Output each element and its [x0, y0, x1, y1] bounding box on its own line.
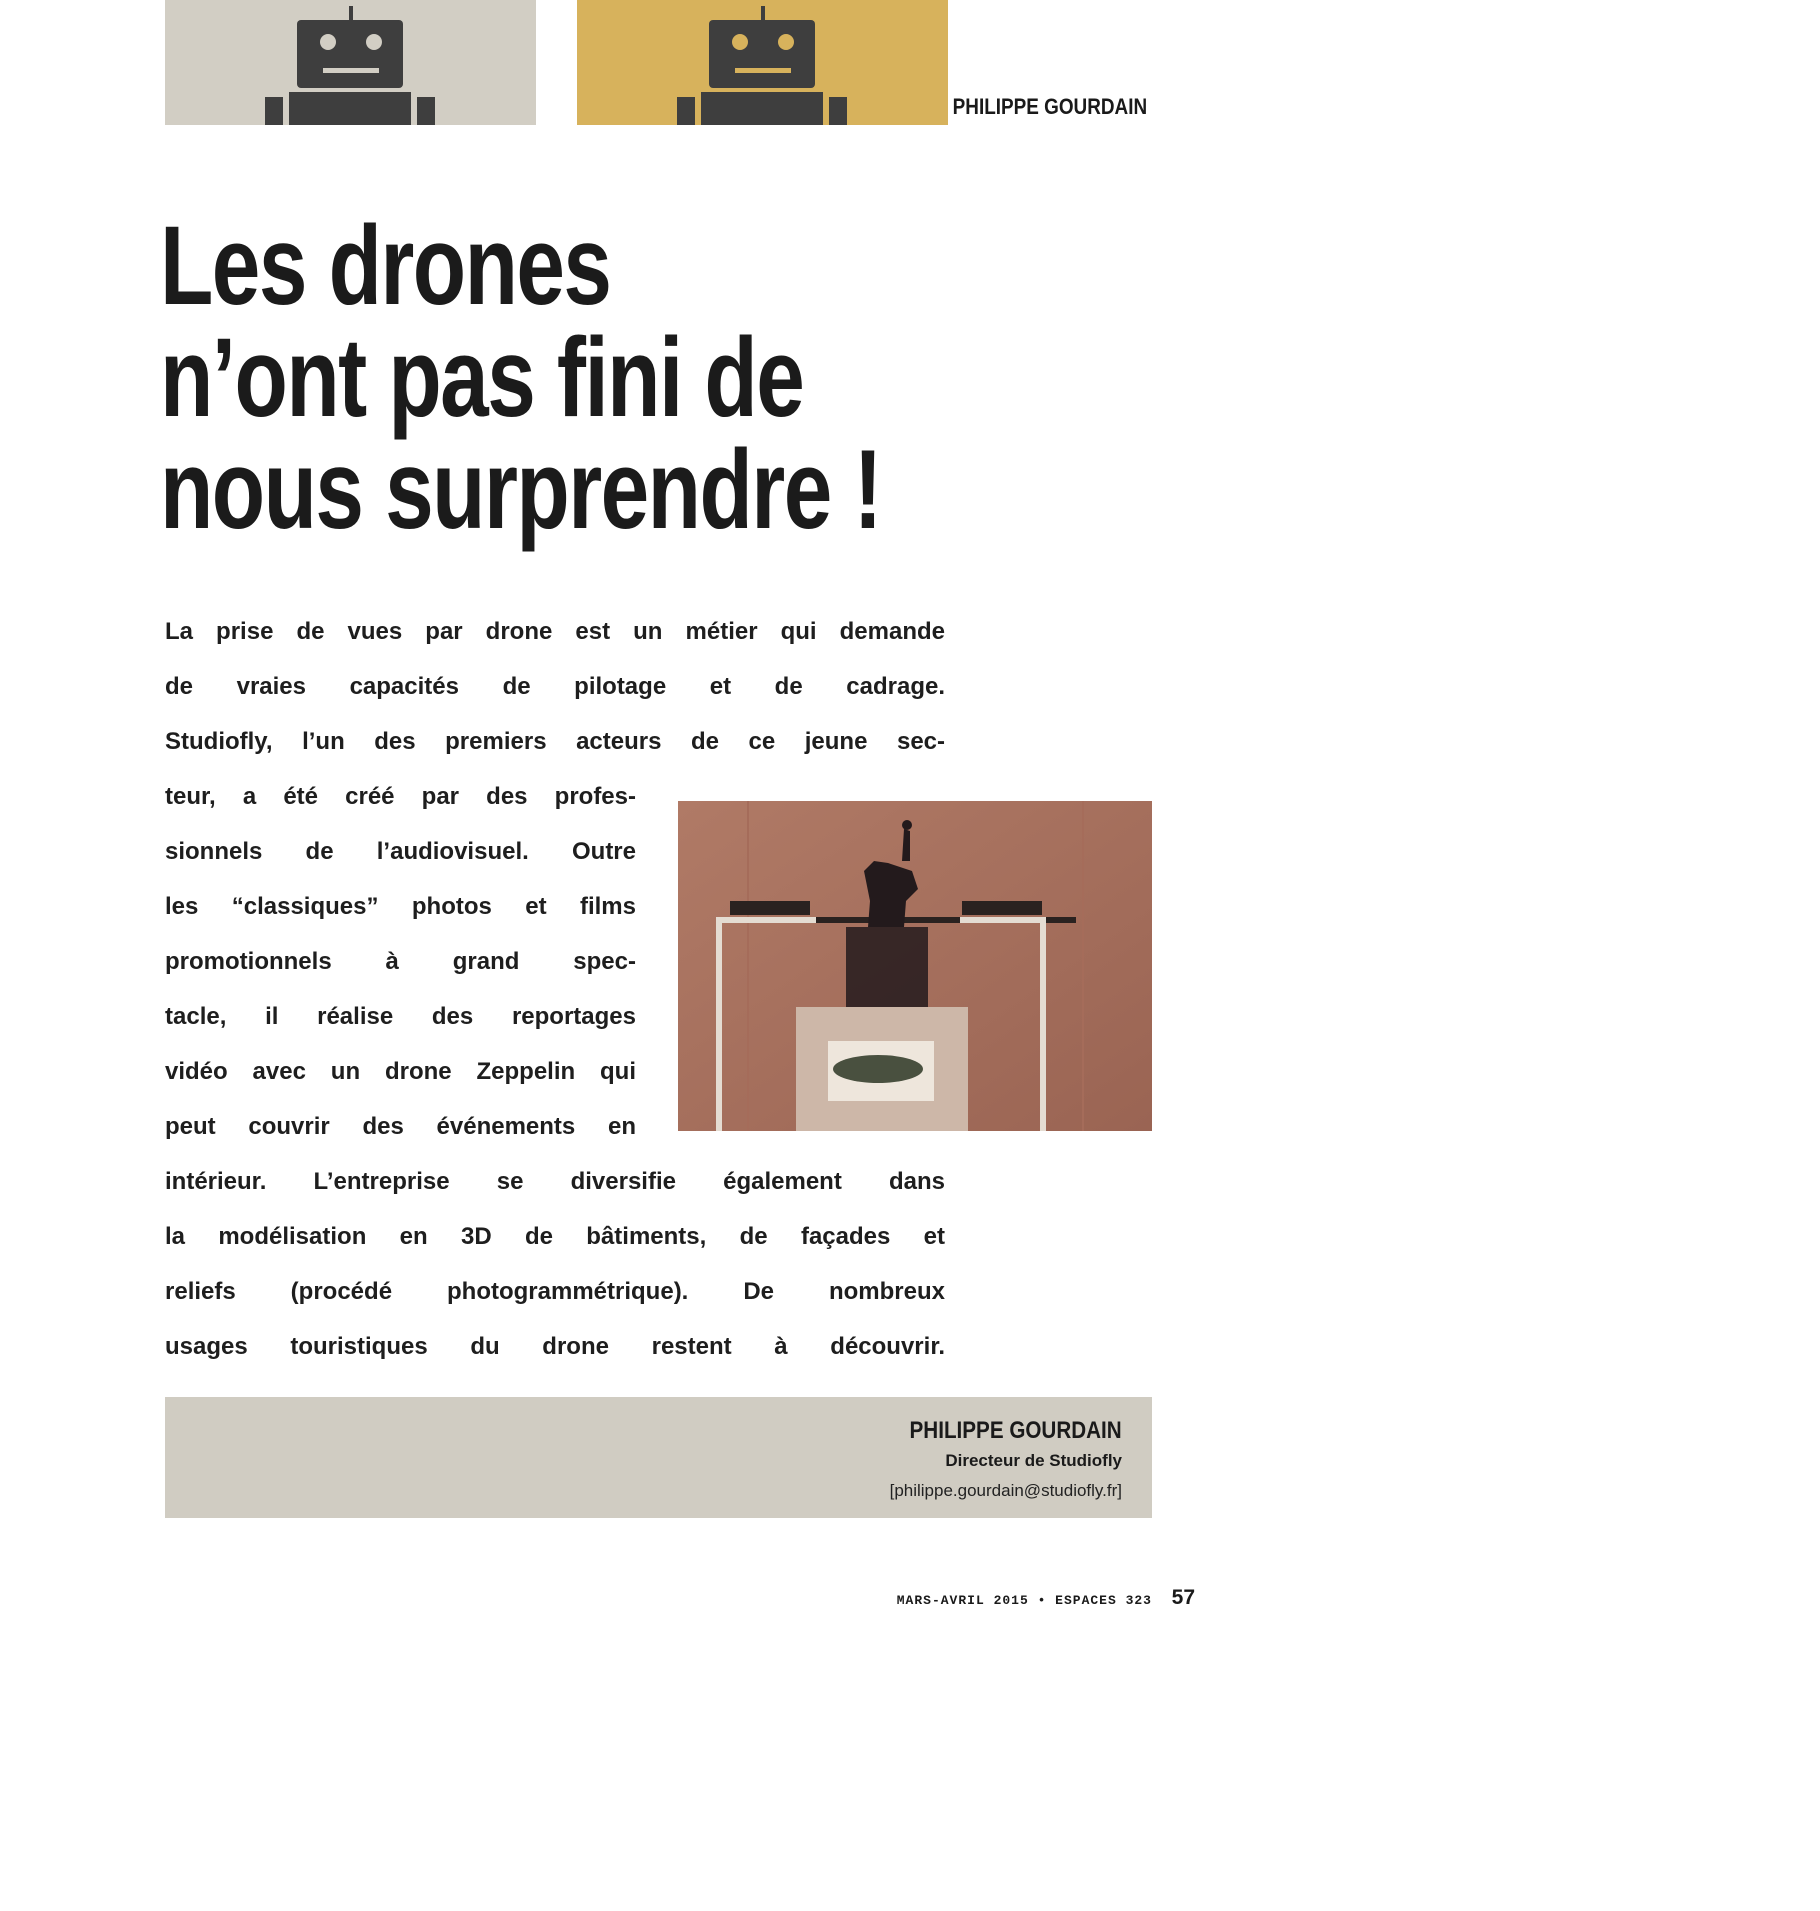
body-line: tacle, il réalise des reportages — [165, 1003, 636, 1030]
robot-panel-gray — [165, 0, 536, 125]
title-line: Les drones — [160, 203, 611, 328]
title-line: nous surprendre ! — [160, 427, 881, 552]
article-title — [160, 203, 940, 552]
body-line: de vraies capacités de pilotage et de cadrage. — [165, 673, 945, 700]
header-author: PHILIPPE GOURDAIN — [952, 94, 1147, 119]
author-role: Directeur de Studiofly — [945, 1451, 1122, 1470]
body-line: La prise de vues par drone est un métier qui demande — [165, 618, 945, 645]
body-line: reliefs (procédé photogrammétrique). De nombreux — [165, 1278, 945, 1305]
body-line: Studiofly, l’un des premiers acteurs de ce jeune sec- — [165, 728, 945, 755]
body-line: les “classiques” photos et films — [165, 893, 636, 920]
title-line: n’ont pas fini de — [160, 315, 804, 440]
page-number: 57 — [1171, 1586, 1195, 1609]
robot-icon — [577, 0, 948, 125]
footer-issue: MARS-AVRIL 2015 • ESPACES 323 — [896, 1593, 1152, 1608]
author-box — [165, 1397, 1152, 1518]
body-line: promotionnels à grand spec- — [165, 948, 636, 975]
robot-panel-gold — [577, 0, 948, 125]
body-line: usages touristiques du drone restent à découvrir. — [165, 1333, 945, 1360]
author-name: PHILIPPE GOURDAIN — [909, 1417, 1122, 1444]
body-line: teur, a été créé par des profes- — [165, 783, 636, 810]
body-line: sionnels de l’audiovisuel. Outre — [165, 838, 636, 865]
photo-credit: Lyon par drone © Studiofly — [1805, 1757, 1820, 1911]
body-line: peut couvrir des événements en — [165, 1113, 636, 1140]
body-line: la modélisation en 3D de bâtiments, de façades et — [165, 1223, 945, 1250]
body-line: vidéo avec un drone Zeppelin qui — [165, 1058, 636, 1085]
author-email: [philippe.gourdain@studiofly.fr] — [889, 1481, 1122, 1500]
robot-icon — [165, 0, 536, 125]
body-line: intérieur. L’entreprise se diversifie également dans — [165, 1168, 945, 1195]
